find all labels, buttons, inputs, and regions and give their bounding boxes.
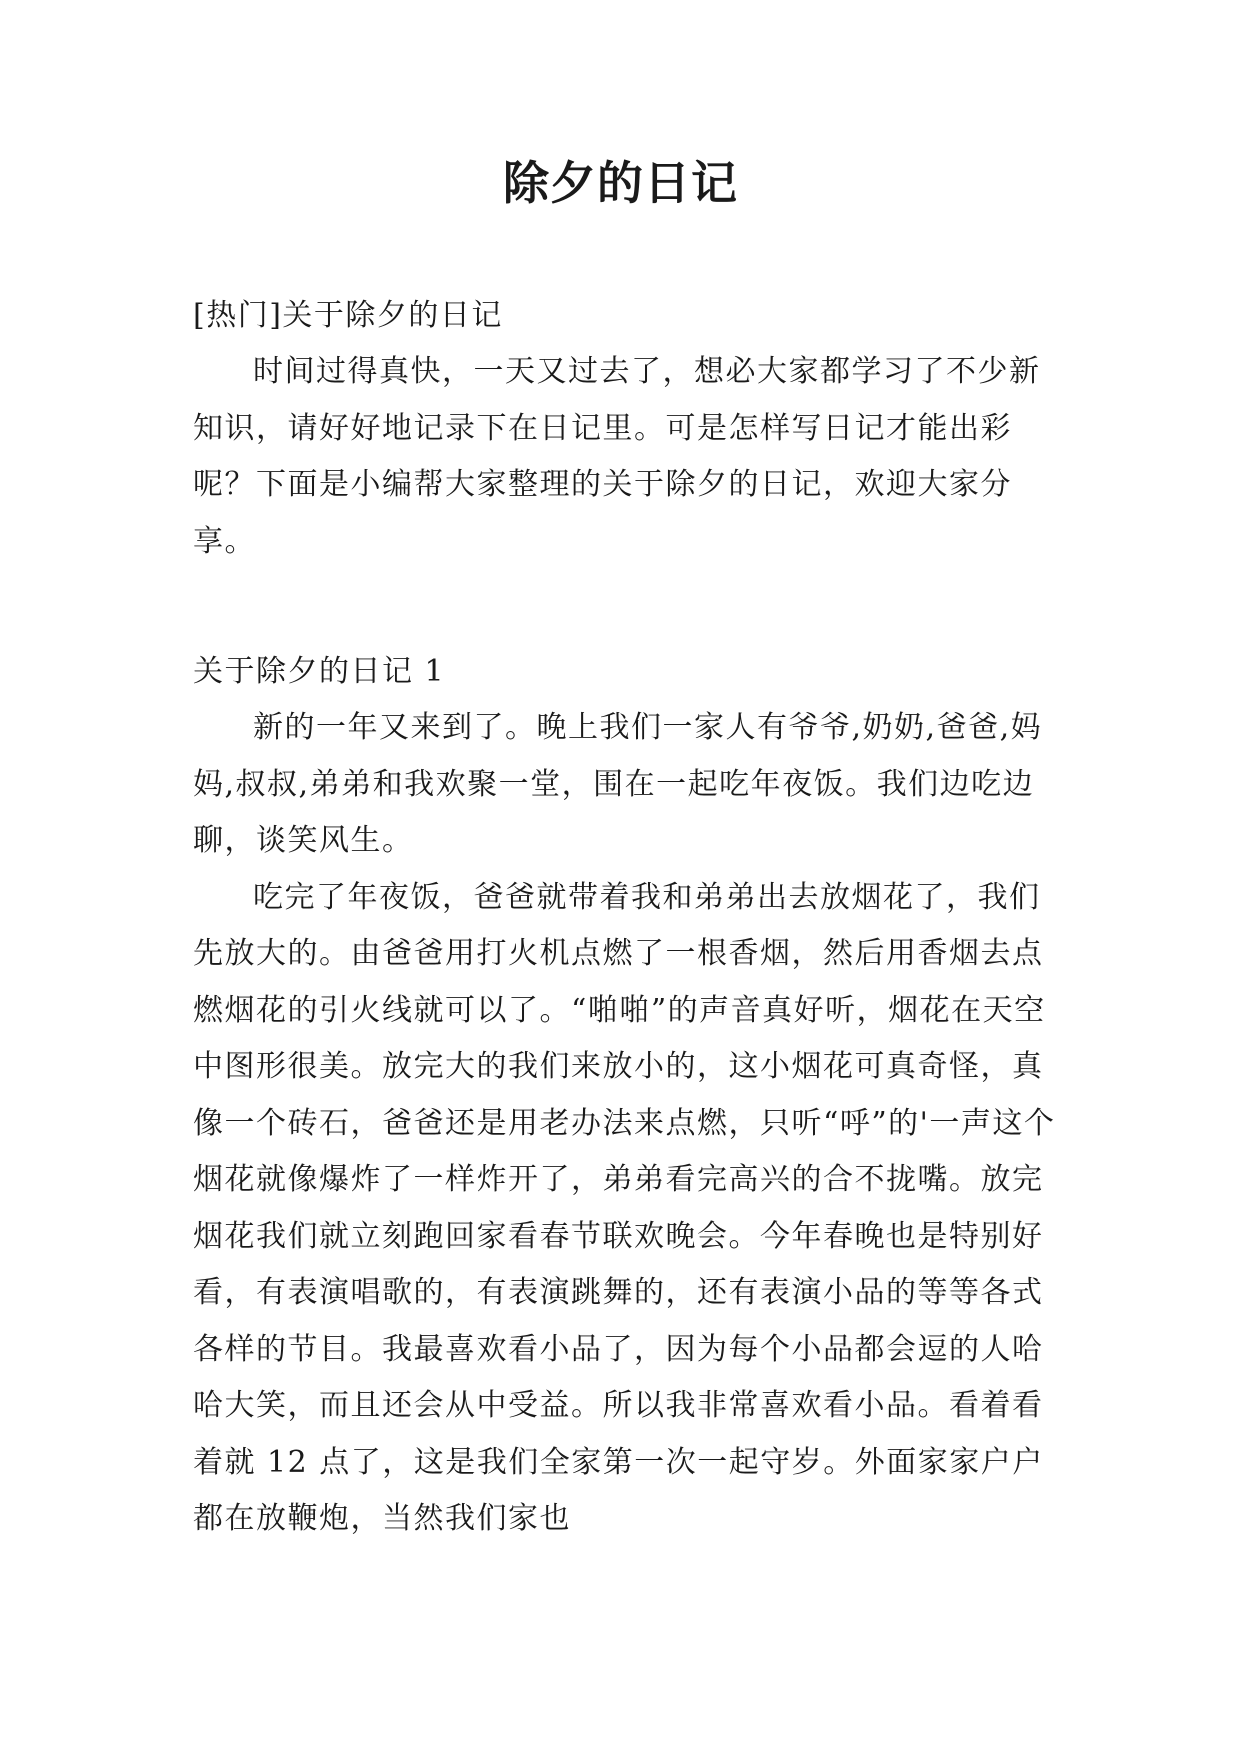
document-subtitle: [热门]关于除夕的日记 (193, 298, 503, 333)
section-heading: 关于除夕的日记 1 (193, 654, 446, 689)
section-body (193, 700, 1063, 1548)
body-paragraph: 吃完了年夜饭，爸爸就带着我和弟弟出去放烟花了，我们先放大的。由爸爸用打火机点燃了一根香烟，然后用香烟去点燃烟花的引火线就可以了。“啪啪”的声音真好听，烟花在天空中图形很美。放完大的我们来放小的，这小烟花可真奇怪，真像一个砖石，爸爸还是用老办法来点燃，只听“呼”的'一声这个烟花就像爆炸了一样炸开了，弟弟看完高兴的合不拢嘴。放完烟花我们就立刻跑回家看春节联欢晚会。今年春晚也是特别好看，有表演唱歌的，有表演跳舞的，还有表演小品的等等各式各样的节目。我最喜欢看小品了，因为每个小品都会逗的人哈哈大笑，而且还会从中受益。所以我非常喜欢看小品。看着看着就 12 点了，这是我们全家第一次一起守岁。外面家家户户都在放鞭炮，当然我们家也 (193, 879, 1056, 1536)
page-title: 除夕的日记 (503, 156, 738, 210)
body-paragraph: 新的一年又来到了。晚上我们一家人有爷爷,奶奶,爸爸,妈妈,叔叔,弟弟和我欢聚一堂，围在一起吃年夜饭。我们边吃边聊，谈笑风生。 (193, 710, 1043, 858)
intro-section (193, 344, 1063, 570)
intro-paragraph: 时间过得真快，一天又过去了，想必大家都学习了不少新知识，请好好地记录下在日记里。可是怎样写日记才能出彩呢？下面是小编帮大家整理的关于除夕的日记，欢迎大家分享。 (193, 354, 1041, 559)
